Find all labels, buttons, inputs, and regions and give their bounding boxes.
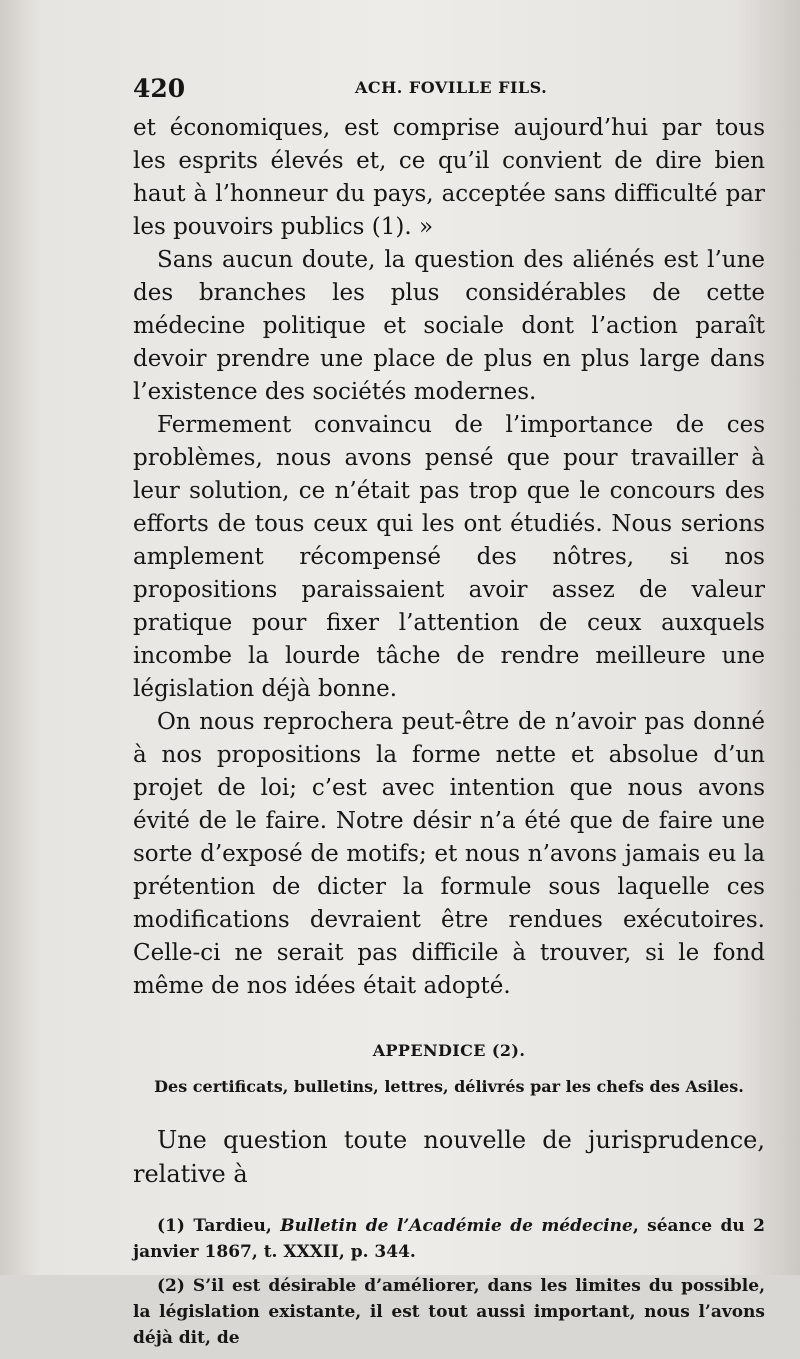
footnotes — [133, 1213, 765, 1351]
footnote-1 — [133, 1213, 765, 1265]
page-content — [133, 112, 765, 1359]
page-header — [133, 74, 765, 102]
appendix-opening-line: Une question toute nouvelle de jurisprudence, relative à — [133, 1126, 765, 1188]
paragraph-2: Sans aucun doute, la question des aliénés est l’une des branches les plus considérables de cette médecine politique et sociale dont l’action paraît devoir prendre une place de plus en plus large dans l’existence des sociétés modernes. — [133, 247, 765, 405]
footnote-1-suffix: , séance du 2 janvier 1867, t. XXXII, p. 344. — [133, 1216, 765, 1262]
footnote-2: (2) S’il est désirable d’améliorer, dans les limites du possible, la législation existante, il est tout aussi important, nous l’avons déjà dit, de — [133, 1276, 765, 1348]
appendix-title: APPENDICE (2). — [372, 1041, 526, 1060]
paragraph-3: Fermement convaincu de l’importance de ces problèmes, nous avons pensé que pour travailler à leur solution, ce n’était pas trop que le concours des efforts de tous ceux qui les ont étudiés. Nous serions amplement récompensé des nôtres, si nos propositions paraissaient avoir assez de valeur pratique pour fixer l’attention de ceux auxquels incombe la lourde tâche de rendre meilleure une législation déjà bonne. — [133, 412, 765, 702]
page-number: 420 — [133, 74, 186, 103]
footnote-1-prefix: (1) Tardieu, — [157, 1216, 281, 1236]
appendix-subtitle: Des certificats, bulletins, lettres, délivrés par les chefs des Asiles. — [154, 1077, 744, 1096]
paragraph-1: et économiques, est comprise aujourd’hui par tous les esprits élevés et, ce qu’il convient de dire bien haut à l’honneur du pays, acceptée sans difficulté par les pouvoirs publics (1). » — [133, 115, 765, 240]
footnote-1-title: Bulletin de l’Académie de médecine — [280, 1216, 633, 1236]
running-head: ACH. FOVILLE FILS. — [355, 78, 548, 97]
paragraph-4: On nous reprochera peut-être de n’avoir pas donné à nos propositions la forme nette et absolue d’un projet de loi; c’est avec intention que nous avons évité de le faire. Notre désir n’a été que de faire une sorte d’exposé de motifs; et nous n’avons jamais eu la prétention de dicter la formule sous laquelle ces modifications devraient être rendues exécutoires. Celle-ci ne serait pas difficile à trouver, si le fond même de nos idées était adopté. — [133, 709, 765, 999]
